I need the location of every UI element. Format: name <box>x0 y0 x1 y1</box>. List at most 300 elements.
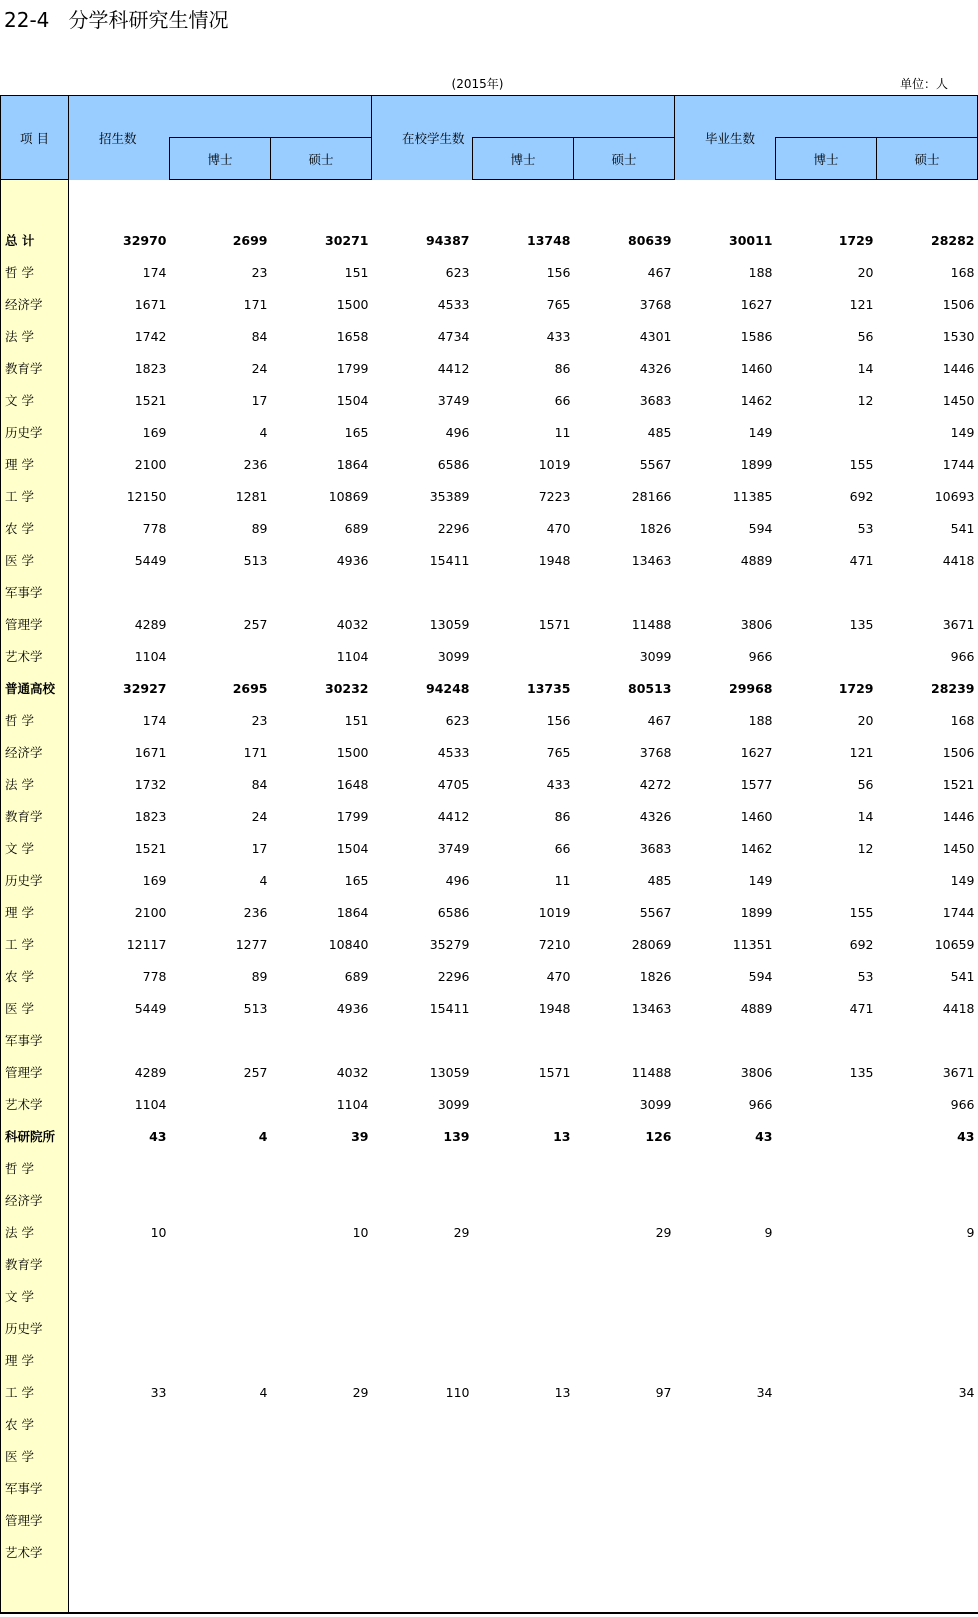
row-label: 管理学 <box>1 1504 69 1536</box>
row-label: 科研院所 <box>1 1120 69 1152</box>
table-cell <box>877 1024 978 1056</box>
table-cell: 11488 <box>631 1064 672 1080</box>
table-cell <box>271 1024 372 1056</box>
table-cell <box>574 1312 675 1344</box>
table-cell: 86 <box>554 360 571 376</box>
table-cell: 1729 <box>838 232 874 248</box>
row-label: 经济学 <box>1 288 69 320</box>
table-cell: 149 <box>950 424 975 440</box>
table-cell: 3671 <box>942 1064 975 1080</box>
table-cell <box>574 1472 675 1504</box>
table-cell: 5449 <box>134 552 167 568</box>
table-cell <box>776 1504 877 1536</box>
spacer-cell <box>675 180 776 225</box>
table-row <box>1 768 978 800</box>
spacer-cell <box>877 180 978 225</box>
table-cell <box>271 1280 372 1312</box>
table-row <box>1 800 978 832</box>
table-cell <box>776 640 877 672</box>
table-cell: 23 <box>251 264 268 280</box>
table-cell <box>675 576 776 608</box>
table-row <box>1 672 978 704</box>
table-cell: 2699 <box>232 232 268 248</box>
table-cell: 765 <box>546 296 571 312</box>
header-graduates-master: 硕士 <box>877 138 978 180</box>
table-cell: 13059 <box>429 616 470 632</box>
table-cell: 3099 <box>639 1096 672 1112</box>
table-cell: 12150 <box>126 488 167 504</box>
table-row <box>1 832 978 864</box>
table-cell: 84 <box>251 776 268 792</box>
table-row <box>1 416 978 448</box>
table-cell: 1104 <box>134 648 167 664</box>
table-cell: 4032 <box>336 616 369 632</box>
table-cell: 692 <box>849 488 874 504</box>
table-cell: 32927 <box>123 680 167 696</box>
table-cell: 467 <box>647 712 672 728</box>
table-cell: 966 <box>748 1096 773 1112</box>
spacer-label-cell <box>1 180 69 225</box>
table-cell: 1948 <box>538 552 571 568</box>
table-cell: 257 <box>243 1064 268 1080</box>
table-cell: 1571 <box>538 1064 571 1080</box>
table-cell: 66 <box>554 392 571 408</box>
table-cell: 471 <box>849 1000 874 1016</box>
table-cell: 17 <box>251 392 268 408</box>
table-row <box>1 1344 978 1376</box>
table-cell: 1500 <box>336 296 369 312</box>
table-cell <box>69 1024 170 1056</box>
table-cell <box>372 1152 473 1184</box>
table-cell <box>271 1248 372 1280</box>
table-cell: 94248 <box>426 680 470 696</box>
table-cell: 9 <box>966 1224 975 1240</box>
table-cell <box>776 1152 877 1184</box>
table-cell: 155 <box>849 904 874 920</box>
table-cell <box>675 1312 776 1344</box>
table-cell <box>574 1184 675 1216</box>
table-cell: 24 <box>251 808 268 824</box>
table-cell <box>473 1312 574 1344</box>
table-cell <box>170 1248 271 1280</box>
row-label: 军事学 <box>1 1024 69 1056</box>
table-cell: 151 <box>344 712 369 728</box>
table-cell: 30271 <box>325 232 369 248</box>
table-cell: 13463 <box>631 1000 672 1016</box>
table-row <box>1 1312 978 1344</box>
table-cell: 165 <box>344 872 369 888</box>
table-cell: 5567 <box>639 456 672 472</box>
spacer-row <box>1 180 978 225</box>
table-cell: 485 <box>647 872 672 888</box>
closing-cell <box>574 1568 675 1613</box>
table-cell: 171 <box>243 296 268 312</box>
table-cell: 467 <box>647 264 672 280</box>
table-cell: 86 <box>554 808 571 824</box>
table-cell: 80513 <box>628 680 672 696</box>
spacer-cell <box>776 180 877 225</box>
table-cell <box>69 1312 170 1344</box>
row-label: 文 学 <box>1 1280 69 1312</box>
table-cell <box>574 1408 675 1440</box>
table-cell: 3683 <box>639 840 672 856</box>
table-cell <box>170 1312 271 1344</box>
table-cell <box>473 1408 574 1440</box>
table-cell <box>170 1408 271 1440</box>
table-cell: 10659 <box>934 936 975 952</box>
table-cell <box>473 1472 574 1504</box>
table-cell <box>170 1152 271 1184</box>
table-cell: 89 <box>251 520 268 536</box>
row-label: 工 学 <box>1 1376 69 1408</box>
table-cell: 149 <box>950 872 975 888</box>
table-cell: 778 <box>142 968 167 984</box>
table-cell: 4418 <box>942 1000 975 1016</box>
closing-cell <box>877 1568 978 1613</box>
table-cell: 1521 <box>134 392 167 408</box>
table-cell: 10 <box>352 1224 369 1240</box>
table-cell <box>776 1440 877 1472</box>
table-cell <box>473 1536 574 1568</box>
table-cell: 966 <box>950 1096 975 1112</box>
table-cell: 135 <box>849 1064 874 1080</box>
table-cell <box>473 1088 574 1120</box>
row-label: 法 学 <box>1 1216 69 1248</box>
table-cell: 6586 <box>437 904 470 920</box>
table-cell: 1627 <box>740 744 773 760</box>
table-cell: 188 <box>748 712 773 728</box>
table-row <box>1 704 978 736</box>
table-cell: 80639 <box>628 232 672 248</box>
closing-row <box>1 1568 978 1613</box>
table-cell: 4272 <box>639 776 672 792</box>
table-cell <box>271 1312 372 1344</box>
row-label: 农 学 <box>1 960 69 992</box>
table-cell <box>675 1024 776 1056</box>
table-cell: 1729 <box>838 680 874 696</box>
table-cell: 496 <box>445 872 470 888</box>
row-label: 工 学 <box>1 928 69 960</box>
table-cell: 7223 <box>538 488 571 504</box>
table-cell: 155 <box>849 456 874 472</box>
table-cell: 3768 <box>639 296 672 312</box>
row-label: 理 学 <box>1 1344 69 1376</box>
table-cell: 1864 <box>336 456 369 472</box>
table-cell <box>69 1440 170 1472</box>
table-cell <box>473 1440 574 1472</box>
table-cell: 1500 <box>336 744 369 760</box>
table-cell: 66 <box>554 840 571 856</box>
spacer-cell <box>372 180 473 225</box>
table-cell: 89 <box>251 968 268 984</box>
header-enrollment-span <box>170 96 372 138</box>
table-cell: 24 <box>251 360 268 376</box>
table-cell <box>675 1536 776 1568</box>
table-cell: 149 <box>748 424 773 440</box>
table-row <box>1 1408 978 1440</box>
table-cell: 4936 <box>336 1000 369 1016</box>
table-row <box>1 896 978 928</box>
header-enrollment-doctor: 博士 <box>170 138 271 180</box>
table-cell: 4326 <box>639 360 672 376</box>
table-cell: 4734 <box>437 328 470 344</box>
table-cell: 4533 <box>437 296 470 312</box>
table-row <box>1 864 978 896</box>
table-cell <box>776 416 877 448</box>
table-row <box>1 1088 978 1120</box>
table-cell: 1648 <box>336 776 369 792</box>
table-cell: 165 <box>344 424 369 440</box>
table-cell: 623 <box>445 264 470 280</box>
row-label: 经济学 <box>1 1184 69 1216</box>
table-cell: 156 <box>546 264 571 280</box>
table-cell: 35279 <box>429 936 470 952</box>
table-cell: 1446 <box>942 808 975 824</box>
table-cell: 188 <box>748 264 773 280</box>
table-cell: 1450 <box>942 392 975 408</box>
spacer-cell <box>271 180 372 225</box>
table-cell: 97 <box>655 1384 672 1400</box>
header-enrollment: 招生数 <box>69 96 170 180</box>
table-cell: 11351 <box>732 936 773 952</box>
closing-cell <box>271 1568 372 1613</box>
table-row <box>1 288 978 320</box>
table-cell: 236 <box>243 904 268 920</box>
table-cell: 1504 <box>336 392 369 408</box>
table-cell: 11488 <box>631 616 672 632</box>
table-cell: 32970 <box>123 232 167 248</box>
table-cell <box>776 864 877 896</box>
row-label: 艺术学 <box>1 1088 69 1120</box>
table-cell: 1658 <box>336 328 369 344</box>
row-label: 理 学 <box>1 896 69 928</box>
table-cell: 1506 <box>942 744 975 760</box>
table-cell: 13463 <box>631 552 672 568</box>
header-graduates-span <box>776 96 978 138</box>
table-cell <box>170 640 271 672</box>
table-cell: 1899 <box>740 904 773 920</box>
table-cell: 3749 <box>437 840 470 856</box>
table-cell: 126 <box>645 1128 672 1144</box>
table-cell: 29 <box>453 1224 470 1240</box>
table-cell: 496 <box>445 424 470 440</box>
table-cell: 513 <box>243 1000 268 1016</box>
table-cell <box>675 1408 776 1440</box>
spacer-cell <box>473 180 574 225</box>
table-cell: 4289 <box>134 1064 167 1080</box>
table-cell: 485 <box>647 424 672 440</box>
table-cell: 1506 <box>942 296 975 312</box>
table-cell <box>69 576 170 608</box>
table-cell <box>675 1248 776 1280</box>
table-cell <box>170 1344 271 1376</box>
row-label: 经济学 <box>1 736 69 768</box>
table-cell: 28239 <box>931 680 975 696</box>
table-row <box>1 352 978 384</box>
table-cell: 2296 <box>437 968 470 984</box>
table-cell: 1823 <box>134 808 167 824</box>
row-label: 法 学 <box>1 768 69 800</box>
table-row <box>1 224 978 256</box>
table-cell: 4 <box>258 1128 268 1144</box>
table-cell <box>473 1024 574 1056</box>
table-cell: 12 <box>857 840 874 856</box>
table-cell: 1530 <box>942 328 975 344</box>
table-cell <box>877 1536 978 1568</box>
table-cell <box>776 576 877 608</box>
table-cell: 34 <box>958 1384 975 1400</box>
table-cell: 1732 <box>134 776 167 792</box>
table-cell <box>372 1344 473 1376</box>
spacer-cell <box>170 180 271 225</box>
table-row <box>1 1216 978 1248</box>
table-cell: 174 <box>142 712 167 728</box>
table-cell: 30011 <box>729 232 773 248</box>
table-cell: 56 <box>857 328 874 344</box>
table-cell: 34 <box>756 1384 773 1400</box>
table-cell: 4 <box>259 424 268 440</box>
table-cell: 1823 <box>134 360 167 376</box>
table-cell <box>372 1280 473 1312</box>
table-cell: 513 <box>243 552 268 568</box>
table-cell: 13735 <box>527 680 571 696</box>
table-cell <box>574 576 675 608</box>
table-cell <box>271 576 372 608</box>
row-label: 法 学 <box>1 320 69 352</box>
table-cell: 541 <box>950 968 975 984</box>
table-cell <box>372 576 473 608</box>
table-cell: 778 <box>142 520 167 536</box>
table-cell <box>675 1280 776 1312</box>
row-label: 艺术学 <box>1 640 69 672</box>
closing-cell <box>170 1568 271 1613</box>
table-cell: 1521 <box>942 776 975 792</box>
table-cell <box>69 1152 170 1184</box>
table-row <box>1 320 978 352</box>
table-row <box>1 608 978 640</box>
table-cell <box>372 1024 473 1056</box>
table-cell <box>574 1248 675 1280</box>
table-cell <box>473 1344 574 1376</box>
table-cell <box>69 1504 170 1536</box>
table-cell: 1826 <box>639 968 672 984</box>
table-cell <box>776 1472 877 1504</box>
table-cell <box>776 1248 877 1280</box>
table-cell <box>271 1504 372 1536</box>
table-row <box>1 512 978 544</box>
table-cell: 33 <box>150 1384 167 1400</box>
closing-cell <box>675 1568 776 1613</box>
table-cell <box>271 1408 372 1440</box>
table-cell: 43 <box>957 1128 975 1144</box>
row-label: 医 学 <box>1 992 69 1024</box>
table-cell: 135 <box>849 616 874 632</box>
header-enrolled-master: 硕士 <box>574 138 675 180</box>
table-cell <box>877 576 978 608</box>
table-cell: 53 <box>857 968 874 984</box>
table-cell <box>877 1408 978 1440</box>
table-row <box>1 1184 978 1216</box>
table-cell <box>473 640 574 672</box>
table-cell: 4889 <box>740 552 773 568</box>
table-cell: 2100 <box>134 456 167 472</box>
row-label: 哲 学 <box>1 1152 69 1184</box>
table-row <box>1 1536 978 1568</box>
table-cell <box>473 576 574 608</box>
table-cell: 1104 <box>336 648 369 664</box>
table-cell: 594 <box>748 968 773 984</box>
table-cell: 10 <box>150 1224 167 1240</box>
table-cell: 43 <box>149 1128 167 1144</box>
table-cell <box>574 1024 675 1056</box>
row-label: 历史学 <box>1 416 69 448</box>
row-label: 文 学 <box>1 384 69 416</box>
table-cell: 2296 <box>437 520 470 536</box>
header-enrolled-span <box>473 96 675 138</box>
table-cell <box>170 1280 271 1312</box>
table-cell: 1627 <box>740 296 773 312</box>
row-label: 管理学 <box>1 1056 69 1088</box>
table-row <box>1 544 978 576</box>
table-cell: 1104 <box>134 1096 167 1112</box>
table-cell <box>69 1248 170 1280</box>
table-cell <box>69 1344 170 1376</box>
table-cell: 4289 <box>134 616 167 632</box>
table-cell: 56 <box>857 776 874 792</box>
table-cell <box>776 1344 877 1376</box>
row-label: 总 计 <box>1 224 69 256</box>
table-cell: 4533 <box>437 744 470 760</box>
table-cell: 11385 <box>732 488 773 504</box>
table-cell: 1521 <box>134 840 167 856</box>
table-cell: 35389 <box>429 488 470 504</box>
table-row <box>1 256 978 288</box>
table-cell <box>170 1504 271 1536</box>
table-cell <box>372 1504 473 1536</box>
table-cell: 139 <box>443 1128 470 1144</box>
table-cell: 4 <box>259 1384 268 1400</box>
header-enrolled: 在校学生数 <box>372 96 473 180</box>
table-cell: 4301 <box>639 328 672 344</box>
closing-cell <box>69 1568 170 1613</box>
table-cell: 1277 <box>235 936 268 952</box>
table-cell <box>877 1152 978 1184</box>
closing-cell <box>372 1568 473 1613</box>
table-row <box>1 384 978 416</box>
table-cell <box>776 1216 877 1248</box>
table-cell <box>170 1216 271 1248</box>
table-cell: 3806 <box>740 616 773 632</box>
table-cell: 692 <box>849 936 874 952</box>
table-row <box>1 1472 978 1504</box>
table-cell <box>170 1184 271 1216</box>
table-cell <box>877 1312 978 1344</box>
table-cell <box>69 1408 170 1440</box>
table-cell: 1948 <box>538 1000 571 1016</box>
table-cell: 5449 <box>134 1000 167 1016</box>
table-cell <box>675 1344 776 1376</box>
table-cell: 1742 <box>134 328 167 344</box>
header-enrollment-master: 硕士 <box>271 138 372 180</box>
table-cell <box>271 1472 372 1504</box>
table-cell: 121 <box>849 296 874 312</box>
table-cell <box>372 1248 473 1280</box>
table-row <box>1 1152 978 1184</box>
row-label: 工 学 <box>1 480 69 512</box>
table-cell <box>675 1440 776 1472</box>
table-cell: 1446 <box>942 360 975 376</box>
header-graduates-doctor: 博士 <box>776 138 877 180</box>
